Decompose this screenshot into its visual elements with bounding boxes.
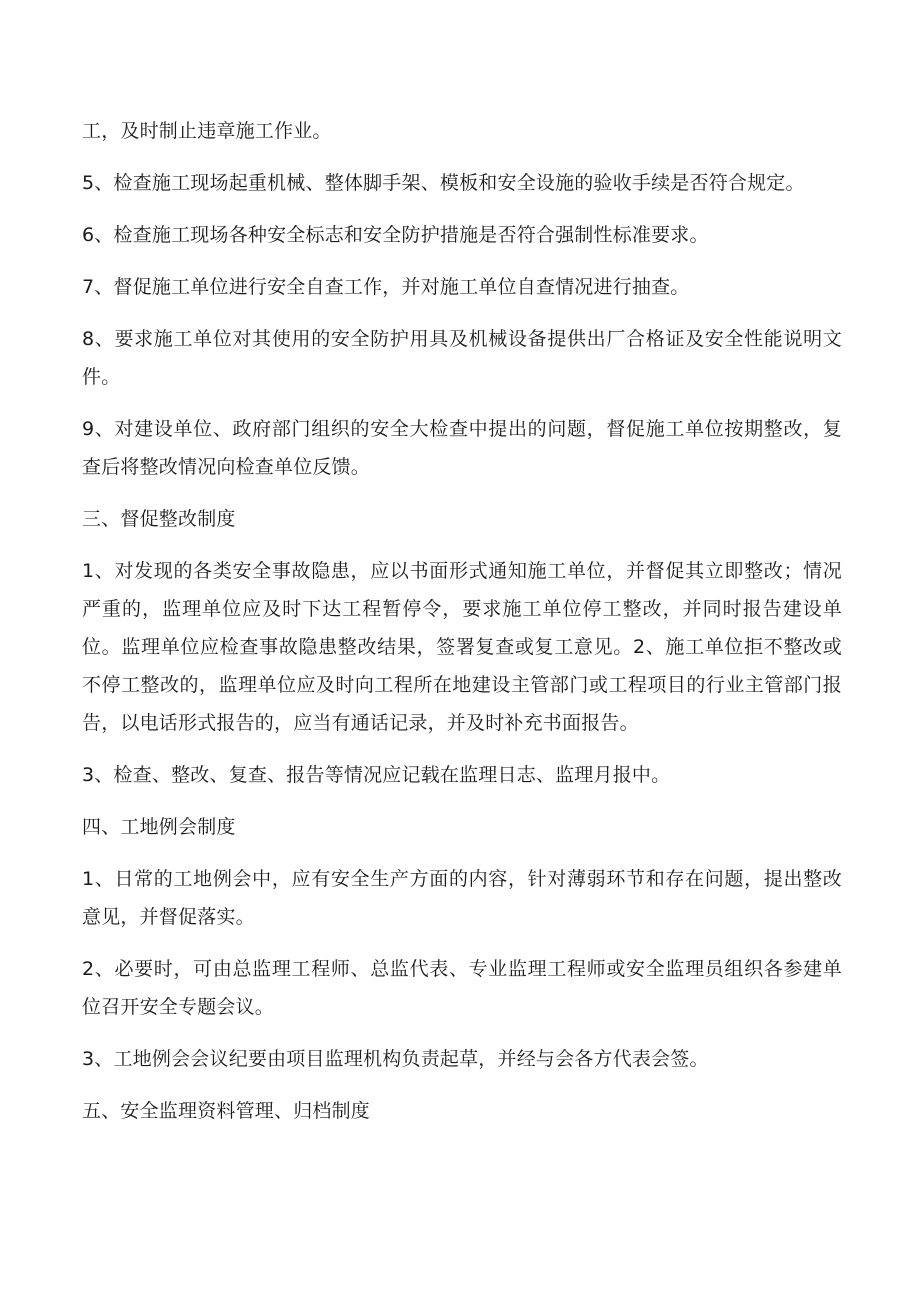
paragraph-meeting-2: 2、必要时，可由总监理工程师、总监代表、专业监理工程师或安全监理员组织各参建单位召开安全专题会议。: [82, 958, 842, 1018]
paragraph-meeting-1: 1、日常的工地例会中，应有安全生产方面的内容，针对薄弱环节和存在问题，提出整改意见，并督促落实。: [82, 868, 842, 928]
section-heading-site-meeting: 四、工地例会制度: [82, 816, 236, 838]
section-heading-rectification: 三、督促整改制度: [82, 508, 236, 530]
paragraph-rectification-3: 3、检查、整改、复查、报告等情况应记载在监理日志、监理月报中。: [82, 764, 671, 786]
paragraph-rectification-1-2: 1、对发现的各类安全事故隐患，应以书面形式通知施工单位，并督促其立即整改；情况严重的，监理单位应及时下达工程暂停令，要求施工单位停工整改，并同时报告建设单位。监理单位应检查事故隐患整改结果，签署复查或复工意见。2、施工单位拒不整改或不停工整改的，监理单位应及时向工程所在地建设主管部门或工程项目的行业主管部门报告，以电话形式报告的，应当有通话记录，并及时补充书面报告。: [82, 560, 842, 734]
section-heading-records: 五、安全监理资料管理、归档制度: [82, 1100, 371, 1122]
document-body: [82, 112, 842, 1144]
paragraph-continuation: 工，及时制止违章施工作业。: [82, 120, 332, 142]
paragraph-item-8: 8、要求施工单位对其使用的安全防护用具及机械设备提供出厂合格证及安全性能说明文件。: [82, 328, 842, 388]
paragraph-item-9: 9、对建设单位、政府部门组织的安全大检查中提出的问题，督促施工单位按期整改，复查后将整改情况向检查单位反馈。: [82, 418, 842, 478]
paragraph-item-5: 5、检查施工现场起重机械、整体脚手架、模板和安全设施的验收手续是否符合规定。: [82, 172, 805, 194]
paragraph-meeting-3: 3、工地例会会议纪要由项目监理机构负责起草，并经与会各方代表会签。: [82, 1048, 709, 1070]
paragraph-item-7: 7、督促施工单位进行安全自查工作，并对施工单位自查情况进行抽查。: [82, 276, 690, 298]
paragraph-item-6: 6、检查施工现场各种安全标志和安全防护措施是否符合强制性标准要求。: [82, 224, 709, 246]
